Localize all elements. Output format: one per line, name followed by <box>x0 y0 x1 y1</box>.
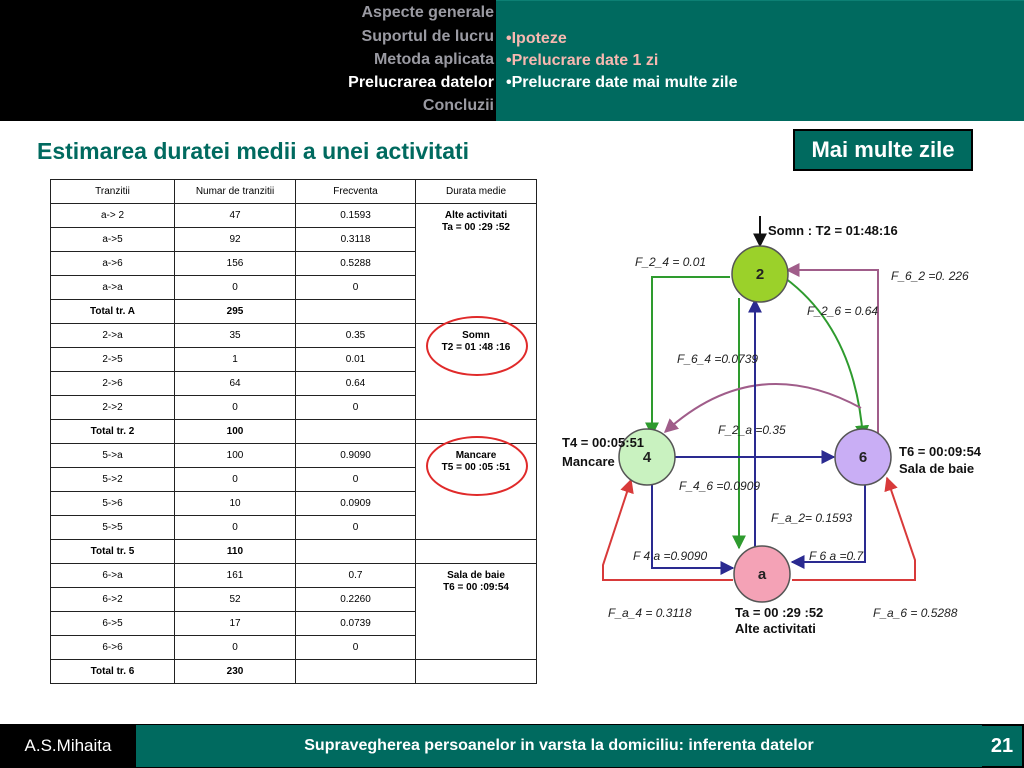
node-a <box>734 546 790 602</box>
node-6-label: 6 <box>858 449 868 466</box>
label-t4: T4 = 00:05:51 <box>562 435 645 450</box>
nav-concluzii[interactable]: Concluzii <box>422 97 494 114</box>
cell-count: 10 <box>175 492 296 516</box>
cell-transition: 6->2 <box>51 588 175 612</box>
header-durata: Durata medie <box>416 180 537 204</box>
cell-frequency: 0 <box>296 276 416 300</box>
cell-frequency: 0.3118 <box>296 228 416 252</box>
page-number: 21 <box>982 726 1022 766</box>
cell-count: 0 <box>175 276 296 300</box>
duration-title: Somn <box>462 330 490 341</box>
table-total-row <box>51 540 537 564</box>
cell-empty <box>296 300 416 324</box>
nav-aspecte-generale[interactable]: Aspecte generale <box>361 4 494 21</box>
duration-value: T5 = 00 :05 :51 <box>441 462 511 473</box>
cell-frequency: 0 <box>296 636 416 660</box>
duration-title: Mancare <box>455 450 497 461</box>
cell-transition: 5->6 <box>51 492 175 516</box>
cell-count: 47 <box>175 204 296 228</box>
cell-frequency: 0.64 <box>296 372 416 396</box>
edge-label-a-2: F_a_2= 0.1593 <box>771 511 853 525</box>
cell-count: 0 <box>175 468 296 492</box>
header-tranzitii: Tranzitii <box>51 180 175 204</box>
mode-badge: Mai multe zile <box>793 129 973 171</box>
cell-empty <box>416 660 537 684</box>
edge-label-4-a: F 4 a =0.9090 <box>633 549 708 563</box>
header-numar: Numar de tranzitii <box>175 180 296 204</box>
cell-frequency: 0.1593 <box>296 204 416 228</box>
cell-frequency: 0.0739 <box>296 612 416 636</box>
label-mancare: Mancare <box>562 454 615 469</box>
cell-count: 35 <box>175 324 296 348</box>
cell-total-label: Total tr. A <box>51 300 175 324</box>
cell-frequency: 0.5288 <box>296 252 416 276</box>
edge-label-4-6: F_4_6 =0.0909 <box>679 479 761 493</box>
label-sala-de-baie: Sala de baie <box>899 461 975 476</box>
cell-transition: 2->6 <box>51 372 175 396</box>
label-somn: Somn : T2 = 01:48:16 <box>768 223 898 238</box>
edge-label-a-4: F_a_4 = 0.3118 <box>608 606 692 620</box>
cell-count: 64 <box>175 372 296 396</box>
cell-total-count: 110 <box>175 540 296 564</box>
page-title: Estimarea duratei medii a unei activitati <box>37 138 470 164</box>
cell-frequency: 0.9090 <box>296 444 416 468</box>
cell-frequency: 0.35 <box>296 324 416 348</box>
subnav-prelucrare-mai-multe-zile[interactable]: •Prelucrare date mai multe zile <box>506 74 738 91</box>
cell-count: 156 <box>175 252 296 276</box>
node-2-label: 2 <box>755 266 765 283</box>
cell-total-label: Total tr. 6 <box>51 660 175 684</box>
cell-transition: 6->6 <box>51 636 175 660</box>
cell-frequency: 0.2260 <box>296 588 416 612</box>
duration-title: Alte activitati <box>444 210 508 221</box>
header-frecventa: Frecventa <box>296 180 416 204</box>
cell-total-count: 100 <box>175 420 296 444</box>
cell-count: 52 <box>175 588 296 612</box>
cell-empty <box>416 420 537 444</box>
top-navigation-bar <box>0 0 1024 121</box>
duration-cell-2 <box>416 324 537 420</box>
subnav-prelucrare-1-zi[interactable]: •Prelucrare date 1 zi <box>506 52 659 69</box>
table-row <box>51 324 537 348</box>
state-transition-graph <box>555 210 985 640</box>
node-4-label: 4 <box>642 449 652 466</box>
subnav-ipoteze[interactable]: •Ipoteze <box>506 30 567 47</box>
cell-count: 1 <box>175 348 296 372</box>
cell-transition: a->a <box>51 276 175 300</box>
cell-frequency: 0.0909 <box>296 492 416 516</box>
nav-suportul-de-lucru[interactable]: Suportul de lucru <box>361 28 494 45</box>
edge-label-2-a: F_2_a =0.35 <box>718 423 786 437</box>
cell-count: 161 <box>175 564 296 588</box>
cell-empty <box>296 660 416 684</box>
node-6 <box>835 429 891 485</box>
label-ta: Ta = 00 :29 :52 <box>735 605 824 620</box>
cell-count: 0 <box>175 396 296 420</box>
edge-label-a-6: F_a_6 = 0.5288 <box>873 606 958 620</box>
cell-total-count: 230 <box>175 660 296 684</box>
nav-prelucrarea-datelor[interactable]: Prelucrarea datelor <box>348 74 494 91</box>
cell-transition: a->6 <box>51 252 175 276</box>
edge-label-6-a: F 6 a =0.7 <box>809 549 864 563</box>
edge-label-2-6: F_2_6 = 0.64 <box>807 304 879 318</box>
duration-value: T6 = 00 :09:54 <box>443 582 509 593</box>
edge-label-2-4: F_2_4 = 0.01 <box>635 255 707 269</box>
section-nav <box>0 0 496 121</box>
cell-transition: a-> 2 <box>51 204 175 228</box>
cell-transition: 6->a <box>51 564 175 588</box>
cell-count: 0 <box>175 516 296 540</box>
edge-label-6-4: F_6_4 =0.0739 <box>677 352 759 366</box>
nav-metoda-aplicata[interactable]: Metoda aplicata <box>373 51 494 68</box>
cell-count: 0 <box>175 636 296 660</box>
node-2 <box>732 246 788 302</box>
table-row <box>51 564 537 588</box>
cell-empty <box>296 420 416 444</box>
table-row <box>51 444 537 468</box>
duration-cell-5 <box>416 444 537 540</box>
cell-transition: 5->2 <box>51 468 175 492</box>
cell-frequency: 0.01 <box>296 348 416 372</box>
cell-empty <box>416 540 537 564</box>
duration-value: T2 = 01 :48 :16 <box>441 342 511 353</box>
edge-a-6 <box>792 478 915 580</box>
cell-transition: 2->a <box>51 324 175 348</box>
edge-6-2 <box>787 270 878 436</box>
cell-total-label: Total tr. 5 <box>51 540 175 564</box>
table-row <box>51 204 537 228</box>
cell-frequency: 0 <box>296 468 416 492</box>
cell-empty <box>296 540 416 564</box>
label-alte-activitati: Alte activitati <box>735 621 816 636</box>
cell-transition: a->5 <box>51 228 175 252</box>
cell-total-count: 295 <box>175 300 296 324</box>
node-a-label: a <box>757 566 767 583</box>
cell-frequency: 0 <box>296 516 416 540</box>
edge-a-4 <box>603 480 733 580</box>
cell-frequency: 0.7 <box>296 564 416 588</box>
cell-transition: 5->a <box>51 444 175 468</box>
table-header-row <box>51 180 537 204</box>
cell-transition: 2->2 <box>51 396 175 420</box>
cell-transition: 6->5 <box>51 612 175 636</box>
cell-transition: 2->5 <box>51 348 175 372</box>
footer-title: Supravegherea persoanelor in varsta la domiciliu: inferenta datelor <box>136 725 982 767</box>
edge-2-6 <box>785 278 863 438</box>
footer-author: A.S.Mihaita <box>24 736 112 755</box>
subsection-nav <box>496 0 1024 121</box>
cell-count: 92 <box>175 228 296 252</box>
label-t6: T6 = 00:09:54 <box>899 444 982 459</box>
table-total-row <box>51 420 537 444</box>
table-total-row <box>51 660 537 684</box>
cell-total-label: Total tr. 2 <box>51 420 175 444</box>
duration-title: Sala de baie <box>447 570 505 581</box>
duration-cell-a <box>416 204 537 324</box>
cell-count: 100 <box>175 444 296 468</box>
duration-cell-6 <box>416 564 537 660</box>
footer-bar <box>0 724 1024 768</box>
cell-frequency: 0 <box>296 396 416 420</box>
edge-label-6-2: F_6_2 =0. 226 <box>891 269 969 283</box>
transition-table <box>50 179 537 684</box>
duration-value: Ta = 00 :29 :52 <box>442 222 510 233</box>
cell-transition: 5->5 <box>51 516 175 540</box>
cell-count: 17 <box>175 612 296 636</box>
